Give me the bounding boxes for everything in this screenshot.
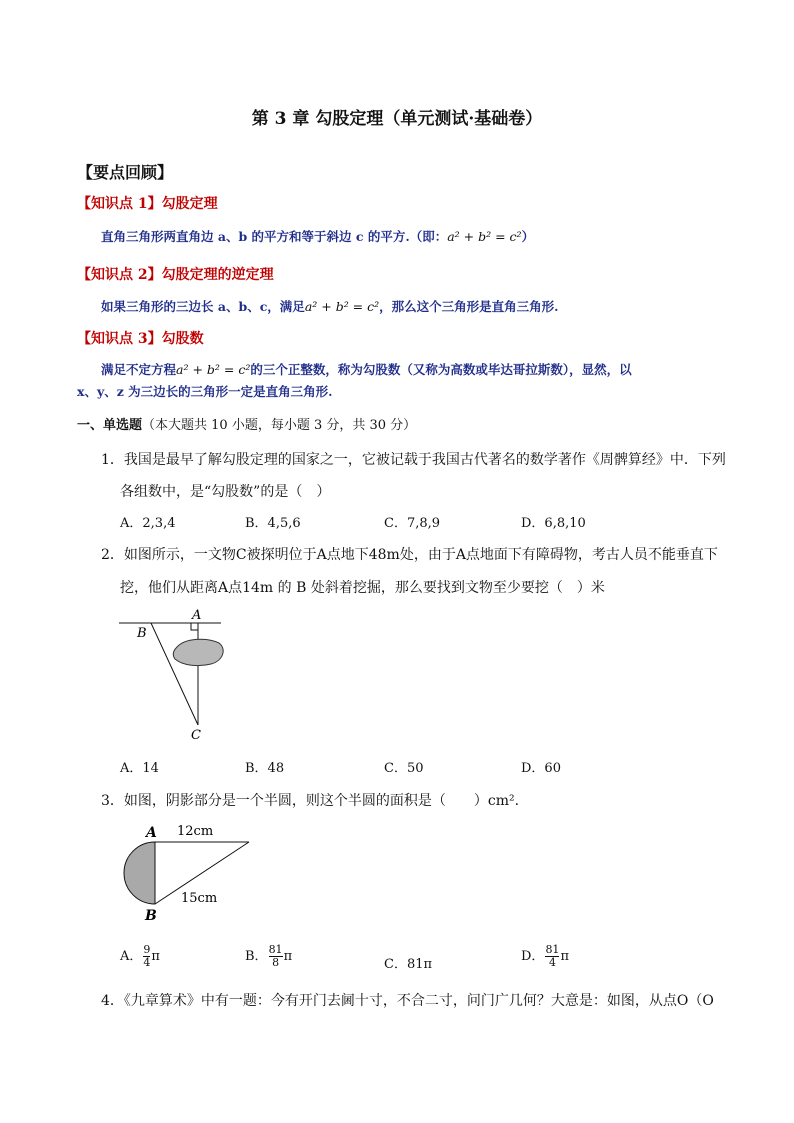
question-4-line1: 4．《九章算术》中有一题：今有开门去阃十寸，不合二寸，问门广几何？大意是：如图，从点O（O	[101, 993, 714, 1009]
kp3-text-a: 满足不定方程	[101, 362, 177, 377]
question-3-figure	[115, 818, 260, 930]
question-3-line1: 3．如图，阴影部分是一个半圆，则这个半圆的面积是（ ）cm².	[101, 793, 520, 809]
knowledge-point-2-desc	[101, 297, 559, 315]
label-12cm: 12cm	[177, 824, 214, 839]
knowledge-point-1-label: 【知识点 1】勾股定理	[77, 196, 218, 212]
label-a: A	[146, 825, 157, 841]
right-angle-mark	[191, 623, 198, 630]
label-15cm: 15cm	[181, 891, 218, 906]
shaded-semicircle	[124, 842, 155, 904]
question-1-option-d: D．6,8,10	[521, 516, 586, 531]
obstacle-shape	[173, 639, 223, 665]
fraction-81-4: $\frac{81}{4}$	[545, 943, 560, 969]
knowledge-point-3-desc	[101, 360, 632, 378]
question-1-line2: 各组数中，是“勾股数”的是（ ）	[120, 484, 331, 500]
kp1-text-b: ）	[521, 229, 535, 244]
label-c: C	[191, 728, 201, 743]
question-2-option-b: B．48	[245, 761, 285, 776]
question-2-line1: 2．如图所示，一文物C被探明位于A点地下48m处，由于A点地面下有障碍物，考古人员不能垂直下	[101, 547, 718, 563]
kp3-formula: a² + b² = c²	[176, 362, 251, 377]
question-2-option-a: A．14	[120, 761, 159, 776]
kp2-text-a: 如果三角形的三边长 a、b、c，满足	[101, 299, 305, 314]
review-heading: 【要点回顾】	[77, 163, 174, 182]
knowledge-point-3-label: 【知识点 3】勾股数	[77, 331, 204, 347]
question-2-line2: 挖，他们从距离A点14m 的 B 处斜着挖掘，那么要找到文物至少要挖（ ）米	[120, 580, 605, 596]
question-2-option-c: C．50	[384, 761, 424, 776]
label-a: A	[192, 608, 202, 623]
label-b: B	[145, 908, 157, 924]
section-heading	[77, 414, 416, 433]
question-3-option-d: D． $\frac{81}{4}$ π	[521, 943, 569, 969]
question-1-option-a: A．2,3,4	[120, 516, 176, 531]
kp2-formula: a² + b² = c²	[304, 299, 380, 314]
kp1-formula: a² + b² = c²	[447, 229, 522, 244]
knowledge-point-2-label: 【知识点 2】勾股定理的逆定理	[77, 267, 274, 283]
knowledge-point-1-desc	[101, 227, 534, 245]
fraction-81-8: $\frac{81}{8}$	[268, 943, 283, 969]
slant-line-bc	[151, 623, 198, 725]
kp3-text-b: 的三个正整数，称为勾股数（又称为高数或毕达哥拉斯数），显然，以	[250, 362, 632, 377]
section-label: 一、单选题	[77, 418, 143, 433]
question-1-option-c: C．7,8,9	[384, 516, 441, 531]
kp1-text-a: 直角三角形两直角边 a、b 的平方和等于斜边 c 的平方.（即：	[101, 229, 448, 244]
kp2-text-b: ，那么这个三角形是直角三角形.	[379, 299, 559, 314]
question-2-figure	[115, 603, 235, 745]
question-3-option-b: B． $\frac{81}{8}$ π	[245, 943, 293, 969]
page-title: 第 3 章 勾股定理（单元测试·基础卷）	[251, 109, 543, 129]
knowledge-point-3-desc-line2: x、y、z 为三边长的三角形一定是直角三角形.	[77, 384, 333, 399]
label-b: B	[137, 626, 147, 641]
section-note: （本大题共 10 小题，每小题 3 分，共 30 分）	[142, 418, 417, 433]
question-3-option-c: C．81π	[384, 957, 433, 972]
question-3-option-a: A． $\frac{9}{4}$ π	[120, 943, 160, 969]
fraction-9-4: $\frac{9}{4}$	[143, 943, 151, 969]
question-1-option-b: B．4,5,6	[245, 516, 301, 531]
question-1-line1: 1．我国是最早了解勾股定理的国家之一，它被记载于我国古代著名的数学著作《周髀算经》中．下列	[101, 452, 726, 468]
question-2-option-d: D．60	[521, 761, 561, 776]
